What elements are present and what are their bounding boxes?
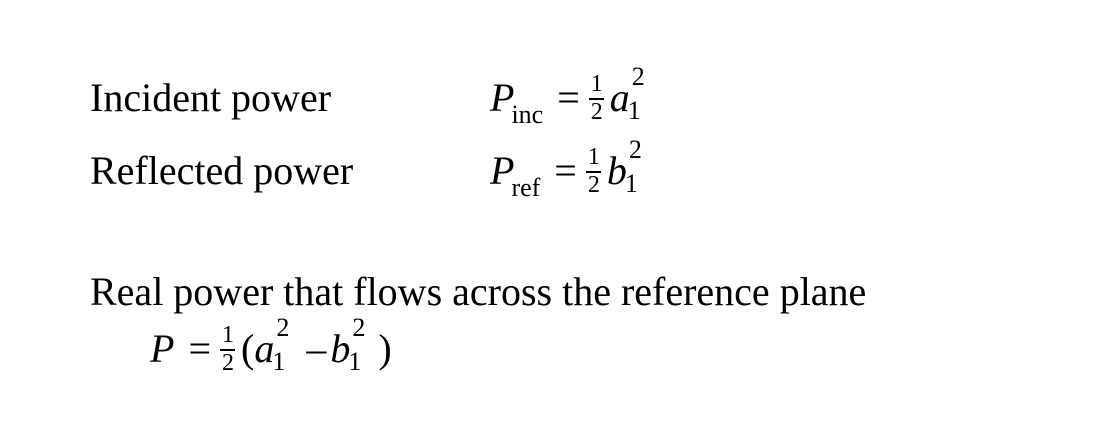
- superscript: 2: [352, 313, 366, 342]
- fraction-denominator: 2: [590, 99, 603, 125]
- incident-power-label: Incident power: [90, 75, 332, 120]
- incident-variable-indices: [627, 62, 658, 125]
- open-paren: (: [241, 326, 255, 371]
- variable-b-indices: [348, 313, 378, 376]
- reflected-subscript: ref: [511, 173, 541, 202]
- reflected-fraction: [585, 144, 603, 198]
- subscript: 1: [627, 96, 641, 125]
- minus-sign: –: [306, 326, 327, 371]
- superscript: 2: [628, 135, 642, 164]
- subscript: 1: [272, 347, 286, 376]
- subscript: 1: [624, 169, 638, 198]
- real-variable-a: a: [254, 326, 275, 371]
- close-paren: ): [378, 326, 392, 371]
- incident-variable: a: [609, 75, 630, 120]
- reflected-variable: b: [606, 148, 627, 193]
- real-variable-b: b: [330, 326, 351, 371]
- superscript: 2: [276, 313, 290, 342]
- reflected-variable-indices: [624, 135, 655, 198]
- subscript: 1: [348, 347, 362, 376]
- real-power-label: Real power that flows across the reference plane: [90, 269, 867, 314]
- real-equals: =: [188, 326, 211, 371]
- incident-symbol: P: [490, 75, 515, 120]
- reflected-symbol: P: [490, 148, 515, 193]
- incident-subscript: inc: [511, 100, 544, 129]
- fraction-numerator: 1: [587, 144, 600, 170]
- incident-equals: =: [557, 75, 580, 120]
- superscript: 2: [631, 62, 645, 91]
- fraction-numerator: 1: [222, 322, 234, 348]
- fraction-denominator: 2: [587, 172, 600, 198]
- real-power-equation: [150, 313, 392, 376]
- real-symbol: P: [150, 326, 175, 371]
- reflected-equals: =: [554, 148, 577, 193]
- variable-a-indices: [272, 313, 302, 376]
- incident-fraction: [588, 71, 606, 125]
- incident-power-equation: [490, 62, 658, 129]
- reflected-power-equation: [490, 135, 655, 202]
- fraction-denominator: 2: [222, 350, 234, 376]
- real-fraction: [219, 322, 237, 376]
- fraction-numerator: 1: [590, 71, 603, 97]
- reflected-power-label: Reflected power: [90, 148, 354, 193]
